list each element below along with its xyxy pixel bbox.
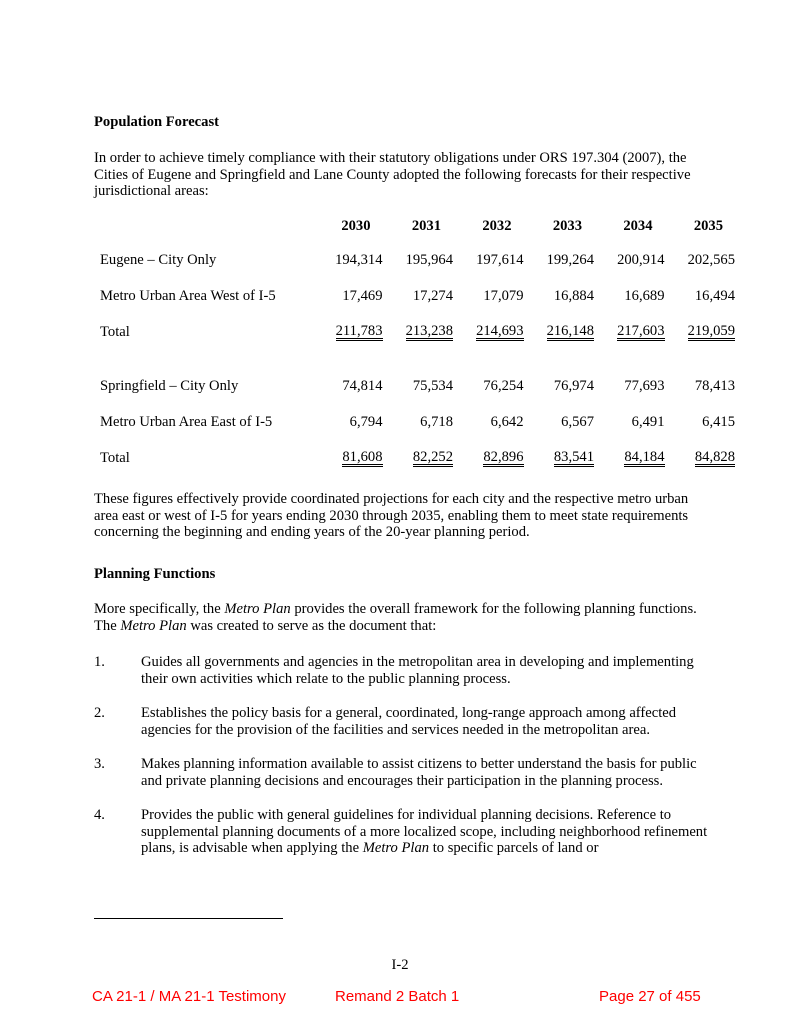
total-cell: 213,238 bbox=[405, 323, 453, 339]
table-row bbox=[94, 404, 735, 440]
table-row bbox=[94, 278, 735, 314]
list-item-text: Provides the public with general guidelines for individual planning decisions. Reference to supplemental planning documents of a more localized scope, including neighborhood refinement plans, is advisable when applying the Metro Plan to specific parcels of land or bbox=[141, 807, 708, 856]
year-header: 2033 bbox=[552, 218, 582, 234]
cell-value: 75,534 bbox=[412, 377, 453, 394]
total-cell: 84,828 bbox=[694, 449, 735, 465]
year-header: 2034 bbox=[623, 218, 653, 234]
total-cell: 82,896 bbox=[483, 449, 524, 465]
footer-batch-label: Remand 2 Batch 1 bbox=[335, 988, 460, 1005]
cell-value: 199,264 bbox=[546, 251, 594, 268]
metro-plan-title: Metro Plan bbox=[224, 601, 291, 617]
row-label: Total bbox=[100, 323, 130, 340]
projections-explanation-paragraph: These figures effectively provide coordinated projections for each city and the respective metro urban area east or west of I-5 for years ending 2030 through 2035, enabling them to meet state requirements concerning the beginning and ending years of the 20-year planning period. bbox=[94, 491, 689, 540]
cell-value: 202,565 bbox=[687, 251, 735, 268]
list-item bbox=[94, 807, 714, 857]
section-heading-population-forecast: Population Forecast bbox=[94, 114, 219, 130]
page-number: I-2 bbox=[391, 957, 409, 973]
footnote-separator bbox=[94, 918, 283, 919]
list-item-text: Establishes the policy basis for a general, coordinated, long-range approach among affected agencies for the provision of the facilities and services needed in the metropolitan area. bbox=[141, 705, 677, 738]
cell-value: 6,642 bbox=[490, 413, 524, 430]
cell-value: 6,491 bbox=[631, 413, 665, 430]
list-item bbox=[94, 705, 714, 738]
population-intro-paragraph: In order to achieve timely compliance with their statutory obligations under ORS 197.304 (2007), the Cities of Eugene and Springfield and Lane County adopted the following forecasts for their respective jurisdictional areas: bbox=[94, 150, 691, 199]
cell-value: 6,794 bbox=[349, 413, 383, 430]
table-row bbox=[94, 368, 735, 404]
cell-value: 17,079 bbox=[483, 287, 524, 304]
cell-value: 17,469 bbox=[342, 287, 383, 304]
total-cell: 211,783 bbox=[335, 323, 383, 339]
cell-value: 16,494 bbox=[694, 287, 735, 304]
list-item bbox=[94, 756, 714, 789]
row-label: Metro Urban Area West of I-5 bbox=[100, 287, 276, 304]
cell-value: 195,964 bbox=[405, 251, 453, 268]
cell-value: 6,718 bbox=[420, 413, 453, 430]
total-cell: 81,608 bbox=[342, 449, 383, 465]
planning-intro-paragraph: More specifically, the Metro Plan provides the overall framework for the following planning functions. The Metro Plan was created to serve as the document that: bbox=[94, 601, 697, 634]
total-cell: 216,148 bbox=[546, 323, 594, 339]
cell-value: 76,254 bbox=[483, 377, 524, 394]
year-header: 2031 bbox=[411, 218, 441, 234]
cell-value: 77,693 bbox=[624, 377, 665, 394]
table-total-row bbox=[94, 314, 735, 350]
metro-plan-title: Metro Plan bbox=[120, 617, 187, 634]
total-cell: 214,693 bbox=[476, 323, 524, 339]
footer-case-label: CA 21-1 / MA 21-1 Testimony bbox=[92, 988, 286, 1005]
footer-page-count: Page 27 of 455 bbox=[599, 988, 701, 1005]
list-item-text: Guides all governments and agencies in the metropolitan area in developing and implementing their own activities which relate to the public planning process. bbox=[141, 654, 694, 687]
cell-value: 74,814 bbox=[342, 377, 383, 394]
planning-functions-list bbox=[94, 654, 714, 875]
cell-value: 194,314 bbox=[335, 251, 383, 268]
table-header-row bbox=[94, 218, 735, 242]
year-header: 2032 bbox=[482, 218, 512, 234]
section-heading-planning-functions: Planning Functions bbox=[94, 566, 216, 582]
metro-plan-title: Metro Plan bbox=[362, 840, 430, 856]
list-item-number: 1. bbox=[94, 654, 105, 670]
cell-value: 16,689 bbox=[624, 287, 665, 304]
table-header-blank bbox=[94, 218, 312, 242]
row-label: Eugene – City Only bbox=[100, 251, 217, 268]
row-label: Total bbox=[100, 449, 130, 466]
cell-value: 6,567 bbox=[561, 413, 594, 430]
list-item-number: 2. bbox=[94, 705, 105, 721]
list-item-number: 3. bbox=[94, 756, 105, 772]
year-header: 2030 bbox=[341, 218, 371, 234]
cell-value: 78,413 bbox=[694, 377, 735, 394]
cell-value: 17,274 bbox=[412, 287, 453, 304]
total-cell: 84,184 bbox=[624, 449, 665, 465]
row-label: Springfield – City Only bbox=[100, 377, 239, 394]
list-item bbox=[94, 654, 714, 687]
population-forecast-table bbox=[94, 218, 735, 476]
total-cell: 219,059 bbox=[687, 323, 735, 339]
cell-value: 6,415 bbox=[702, 413, 735, 430]
table-group-spacer bbox=[94, 350, 735, 368]
list-item-text: Makes planning information available to assist citizens to better understand the basis for public and private planning decisions and encourages their participation in the planning process. bbox=[141, 756, 697, 789]
total-cell: 83,541 bbox=[553, 449, 594, 465]
table-total-row bbox=[94, 440, 735, 476]
year-header: 2035 bbox=[693, 218, 723, 234]
cell-value: 197,614 bbox=[476, 251, 524, 268]
cell-value: 76,974 bbox=[553, 377, 594, 394]
row-label: Metro Urban Area East of I-5 bbox=[100, 413, 273, 430]
total-cell: 82,252 bbox=[412, 449, 453, 465]
list-item-number: 4. bbox=[94, 807, 105, 823]
total-cell: 217,603 bbox=[617, 323, 665, 339]
table-row bbox=[94, 242, 735, 278]
cell-value: 16,884 bbox=[553, 287, 594, 304]
cell-value: 200,914 bbox=[617, 251, 665, 268]
